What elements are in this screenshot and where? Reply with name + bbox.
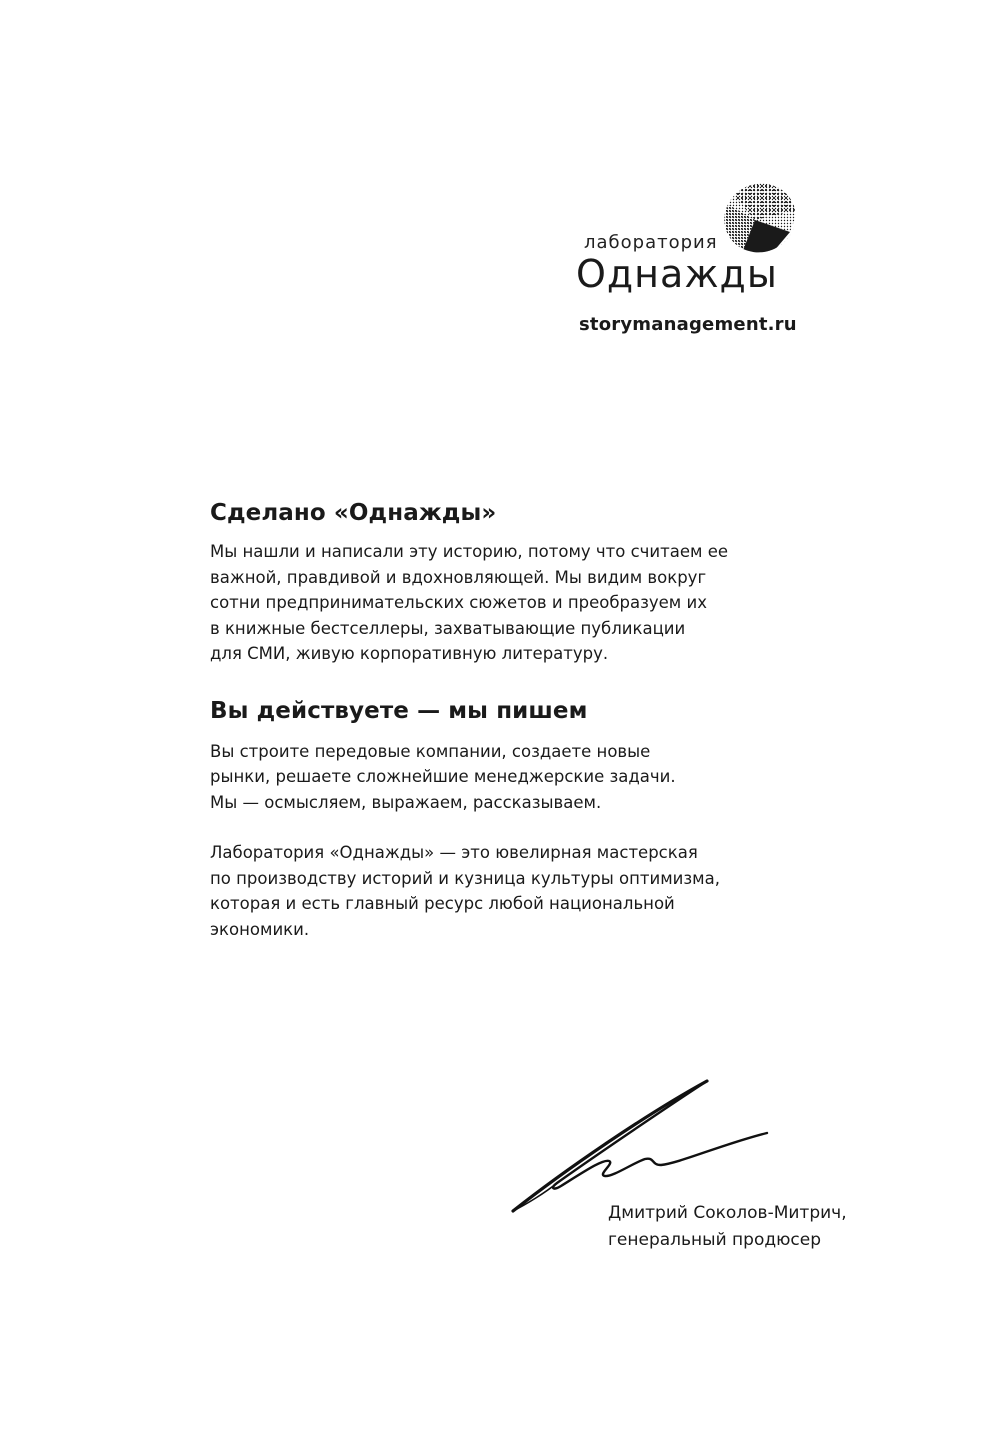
logo-small-text: лаборатория xyxy=(584,232,718,253)
section-paragraph xyxy=(210,539,830,667)
text-line: в книжные бестселлеры, захватывающие публикации xyxy=(210,618,686,638)
section-heading: Сделано «Однажды» xyxy=(210,500,497,526)
text-line: важной, правдивой и вдохновляющей. Мы видим вокруг xyxy=(210,567,707,587)
main-content xyxy=(210,497,830,942)
text-line: для СМИ, живую корпоративную литературу. xyxy=(210,644,609,663)
text-line: Мы — осмысляем, выражаем, рассказываем. xyxy=(210,792,602,812)
handwritten-signature-icon xyxy=(505,1075,785,1220)
text-line: по производству историй и кузница культуры оптимизма, xyxy=(210,868,720,888)
text-line: которая и есть главный ресурс любой национальной xyxy=(210,894,675,913)
website-link[interactable]: storymanagement.ru xyxy=(579,314,797,335)
text-line: Лаборатория «Однажды» — это ювелирная мастерская xyxy=(210,843,698,862)
signer-title: генеральный продюсер xyxy=(608,1230,822,1250)
signer-block xyxy=(608,1200,847,1254)
text-line: экономики. xyxy=(210,919,310,939)
dotted-sphere-logo-icon xyxy=(720,180,798,258)
closing-paragraph xyxy=(210,840,830,942)
logo xyxy=(570,180,810,310)
logo-big-text: Однажды xyxy=(576,252,778,296)
section-paragraph xyxy=(210,739,830,816)
text-line: Вы строите передовые компании, создаете новые xyxy=(210,741,651,761)
text-line: Мы нашли и написали эту историю, потому что считаем ее xyxy=(210,542,729,561)
text-line: сотни предпринимательских сюжетов и преобразуем их xyxy=(210,593,707,612)
signer-name: Дмитрий Соколов-Митрич, xyxy=(608,1203,847,1223)
text-line: рынки, решаете сложнейшие менеджерские задачи. xyxy=(210,767,676,786)
section-heading: Вы действуете — мы пишем xyxy=(210,697,588,724)
